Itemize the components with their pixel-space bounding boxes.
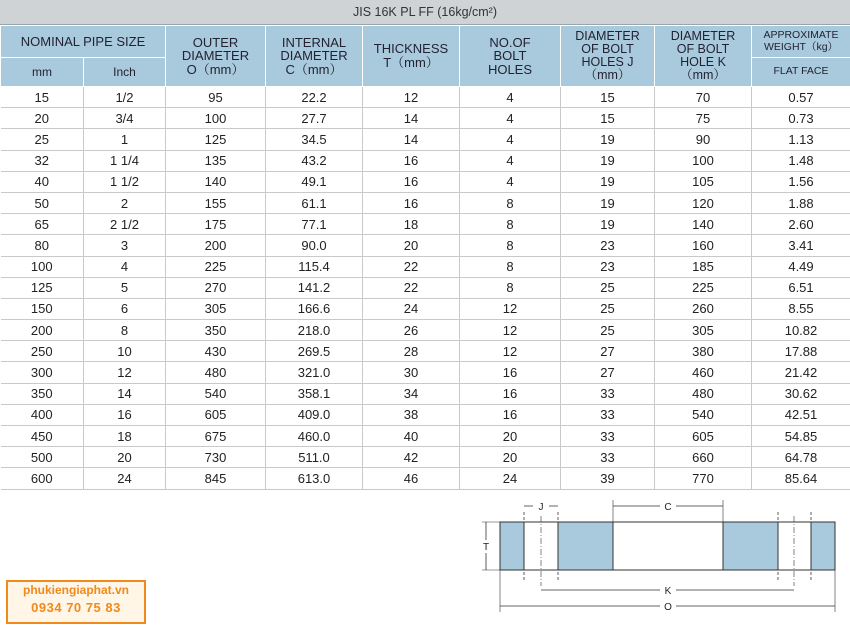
- table-cell: 33: [561, 404, 655, 425]
- table-cell: 33: [561, 447, 655, 468]
- table-cell: 61.1: [266, 192, 363, 213]
- table-cell: 33: [561, 426, 655, 447]
- table-cell: 22: [363, 256, 460, 277]
- table-cell: 540: [655, 404, 752, 425]
- table-cell: 8.55: [752, 298, 850, 319]
- table-cell: 2: [84, 192, 166, 213]
- table-cell: 5: [84, 277, 166, 298]
- table-cell: 1 1/4: [84, 150, 166, 171]
- table-cell: 17.88: [752, 341, 850, 362]
- table-cell: 1 1/2: [84, 171, 166, 192]
- table-cell: 23: [561, 235, 655, 256]
- table-cell: 40: [1, 171, 84, 192]
- table-cell: 1.48: [752, 150, 850, 171]
- table-cell: 23: [561, 256, 655, 277]
- table-row: [1, 171, 850, 192]
- table-cell: 600: [1, 468, 84, 489]
- table-cell: 8: [84, 320, 166, 341]
- table-cell: 42: [363, 447, 460, 468]
- table-cell: 218.0: [266, 320, 363, 341]
- table-row: [1, 87, 850, 108]
- table-body: [1, 87, 850, 490]
- table-cell: 675: [166, 426, 266, 447]
- table-cell: 3.41: [752, 235, 850, 256]
- table-cell: 33: [561, 383, 655, 404]
- table-cell: 8: [460, 256, 561, 277]
- table-cell: 4.49: [752, 256, 850, 277]
- table-cell: 12: [460, 320, 561, 341]
- table-cell: 16: [460, 362, 561, 383]
- table-cell: 27.7: [266, 108, 363, 129]
- table-row: [1, 150, 850, 171]
- table-cell: 3/4: [84, 108, 166, 129]
- table-cell: 15: [561, 87, 655, 108]
- table-cell: 54.85: [752, 426, 850, 447]
- table-cell: 175: [166, 214, 266, 235]
- table-cell: 19: [561, 171, 655, 192]
- table-cell: 321.0: [266, 362, 363, 383]
- company-logo: [6, 580, 146, 624]
- table-cell: 30: [363, 362, 460, 383]
- table-cell: 50: [1, 192, 84, 213]
- table-cell: 18: [84, 426, 166, 447]
- flange-spec-table: [0, 25, 850, 490]
- table-cell: 100: [1, 256, 84, 277]
- flange-cross-section-diagram: [480, 490, 850, 625]
- table-cell: 430: [166, 341, 266, 362]
- table-cell: 16: [363, 192, 460, 213]
- table-cell: 25: [561, 277, 655, 298]
- table-cell: 380: [655, 341, 752, 362]
- table-cell: 4: [460, 87, 561, 108]
- table-cell: 660: [655, 447, 752, 468]
- table-cell: 16: [363, 150, 460, 171]
- table-cell: 30.62: [752, 383, 850, 404]
- table-cell: 2.60: [752, 214, 850, 235]
- table-cell: 24: [460, 468, 561, 489]
- table-cell: 305: [655, 320, 752, 341]
- table-row: [1, 426, 850, 447]
- table-cell: 0.57: [752, 87, 850, 108]
- table-cell: 64.78: [752, 447, 850, 468]
- table-cell: 1/2: [84, 87, 166, 108]
- table-cell: 90: [655, 129, 752, 150]
- table-cell: 185: [655, 256, 752, 277]
- table-cell: 20: [363, 235, 460, 256]
- table-cell: 770: [655, 468, 752, 489]
- table-cell: 270: [166, 277, 266, 298]
- table-cell: 8: [460, 192, 561, 213]
- table-cell: 6.51: [752, 277, 850, 298]
- table-cell: 40: [363, 426, 460, 447]
- table-cell: 225: [166, 256, 266, 277]
- table-row: [1, 277, 850, 298]
- table-cell: 19: [561, 192, 655, 213]
- table-cell: 200: [166, 235, 266, 256]
- table-row: [1, 298, 850, 319]
- table-row: [1, 192, 850, 213]
- table-cell: 15: [561, 108, 655, 129]
- header-inch: Inch: [84, 58, 166, 87]
- table-cell: 8: [460, 214, 561, 235]
- table-cell: 260: [655, 298, 752, 319]
- table-cell: 27: [561, 362, 655, 383]
- table-cell: 20: [460, 426, 561, 447]
- table-cell: 1: [84, 129, 166, 150]
- table-cell: 12: [460, 298, 561, 319]
- table-cell: 95: [166, 87, 266, 108]
- table-cell: 18: [363, 214, 460, 235]
- table-cell: 15: [1, 87, 84, 108]
- table-cell: 350: [166, 320, 266, 341]
- table-cell: 845: [166, 468, 266, 489]
- table-row: [1, 320, 850, 341]
- table-cell: 25: [1, 129, 84, 150]
- flange-segment: [500, 522, 524, 570]
- dimension-c-label: C: [664, 502, 672, 513]
- table-cell: 27: [561, 341, 655, 362]
- table-row: [1, 468, 850, 489]
- table-cell: 115.4: [266, 256, 363, 277]
- table-cell: 65: [1, 214, 84, 235]
- table-cell: 34: [363, 383, 460, 404]
- table-cell: 8: [460, 235, 561, 256]
- table-cell: 0.73: [752, 108, 850, 129]
- table-cell: 4: [460, 129, 561, 150]
- table-row: [1, 447, 850, 468]
- table-row: [1, 383, 850, 404]
- table-cell: 12: [84, 362, 166, 383]
- table-cell: 140: [655, 214, 752, 235]
- table-cell: 38: [363, 404, 460, 425]
- table-cell: 1.56: [752, 171, 850, 192]
- header-bolt-hole-k: DIAMETER OF BOLT HOLE K （mm）: [655, 26, 752, 87]
- flange-segment: [558, 522, 613, 570]
- table-cell: 16: [84, 404, 166, 425]
- table-cell: 39: [561, 468, 655, 489]
- table-cell: 85.64: [752, 468, 850, 489]
- table-cell: 480: [655, 383, 752, 404]
- table-cell: 269.5: [266, 341, 363, 362]
- table-cell: 605: [166, 404, 266, 425]
- table-cell: 150: [1, 298, 84, 319]
- table-cell: 80: [1, 235, 84, 256]
- table-cell: 409.0: [266, 404, 363, 425]
- table-cell: 511.0: [266, 447, 363, 468]
- table-cell: 75: [655, 108, 752, 129]
- table-cell: 19: [561, 150, 655, 171]
- table-row: [1, 404, 850, 425]
- table-cell: 12: [460, 341, 561, 362]
- table-cell: 49.1: [266, 171, 363, 192]
- table-cell: 100: [166, 108, 266, 129]
- header-mm: mm: [1, 58, 84, 87]
- dimension-t-label: T: [482, 542, 490, 553]
- table-cell: 22.2: [266, 87, 363, 108]
- table-row: [1, 108, 850, 129]
- table-cell: 16: [460, 383, 561, 404]
- table-cell: 4: [460, 171, 561, 192]
- logo-phone: 0934 70 75 83: [31, 600, 121, 615]
- table-cell: 21.42: [752, 362, 850, 383]
- table-row: [1, 341, 850, 362]
- table-cell: 6: [84, 298, 166, 319]
- header-nominal-pipe-size: NOMINAL PIPE SIZE: [1, 26, 166, 58]
- table-cell: 125: [166, 129, 266, 150]
- header-approx-weight: APPROXIMATE WEIGHT（kg）: [752, 26, 850, 58]
- table-cell: 32: [1, 150, 84, 171]
- table-cell: 28: [363, 341, 460, 362]
- table-cell: 540: [166, 383, 266, 404]
- table-cell: 70: [655, 87, 752, 108]
- table-row: [1, 214, 850, 235]
- table-cell: 460.0: [266, 426, 363, 447]
- flange-segment: [723, 522, 778, 570]
- table-cell: 14: [84, 383, 166, 404]
- table-cell: 10: [84, 341, 166, 362]
- table-cell: 24: [84, 468, 166, 489]
- table-row: [1, 129, 850, 150]
- table-cell: 200: [1, 320, 84, 341]
- table-title: JIS 16K PL FF (16kg/cm²): [0, 0, 850, 25]
- table-cell: 4: [460, 150, 561, 171]
- table-cell: 10.82: [752, 320, 850, 341]
- table-cell: 100: [655, 150, 752, 171]
- table-cell: 120: [655, 192, 752, 213]
- table-cell: 300: [1, 362, 84, 383]
- table-row: [1, 235, 850, 256]
- table-cell: 3: [84, 235, 166, 256]
- table-cell: 34.5: [266, 129, 363, 150]
- table-cell: 250: [1, 341, 84, 362]
- table-cell: 4: [460, 108, 561, 129]
- table-cell: 350: [1, 383, 84, 404]
- table-cell: 8: [460, 277, 561, 298]
- table-cell: 1.13: [752, 129, 850, 150]
- header-no-of-bolt-holes: NO.OF BOLT HOLES: [460, 26, 561, 87]
- table-cell: 19: [561, 129, 655, 150]
- table-cell: 14: [363, 108, 460, 129]
- table-cell: 480: [166, 362, 266, 383]
- header-internal-diameter: INTERNAL DIAMETER C（mm）: [266, 26, 363, 87]
- table-cell: 450: [1, 426, 84, 447]
- table-cell: 12: [363, 87, 460, 108]
- table-cell: 19: [561, 214, 655, 235]
- table-cell: 166.6: [266, 298, 363, 319]
- table-cell: 25: [561, 298, 655, 319]
- dimension-k-label: K: [664, 586, 672, 597]
- table-cell: 25: [561, 320, 655, 341]
- table-cell: 42.51: [752, 404, 850, 425]
- table-cell: 358.1: [266, 383, 363, 404]
- table-row: [1, 362, 850, 383]
- table-cell: 225: [655, 277, 752, 298]
- table-cell: 155: [166, 192, 266, 213]
- header-outer-diameter: OUTER DIAMETER O（mm）: [166, 26, 266, 87]
- table-cell: 605: [655, 426, 752, 447]
- table-cell: 14: [363, 129, 460, 150]
- table-row: [1, 256, 850, 277]
- header-bolt-holes-j: DIAMETER OF BOLT HOLES J （mm）: [561, 26, 655, 87]
- table-cell: 43.2: [266, 150, 363, 171]
- table-cell: 141.2: [266, 277, 363, 298]
- logo-website: phukiengiaphat.vn: [22, 583, 129, 597]
- table-cell: 2 1/2: [84, 214, 166, 235]
- table-cell: 22: [363, 277, 460, 298]
- table-cell: 16: [460, 404, 561, 425]
- table-cell: 613.0: [266, 468, 363, 489]
- dimension-j-label: J: [538, 502, 544, 513]
- table-cell: 20: [460, 447, 561, 468]
- flange-segment: [811, 522, 835, 570]
- table-cell: 4: [84, 256, 166, 277]
- dimension-o-label: O: [664, 602, 672, 613]
- table-cell: 460: [655, 362, 752, 383]
- header-thickness: THICKNESS T（mm）: [363, 26, 460, 87]
- table-cell: 135: [166, 150, 266, 171]
- table-cell: 400: [1, 404, 84, 425]
- table-cell: 20: [1, 108, 84, 129]
- table-cell: 26: [363, 320, 460, 341]
- table-cell: 20: [84, 447, 166, 468]
- table-cell: 500: [1, 447, 84, 468]
- table-cell: 77.1: [266, 214, 363, 235]
- table-cell: 105: [655, 171, 752, 192]
- table-cell: 1.88: [752, 192, 850, 213]
- table-cell: 305: [166, 298, 266, 319]
- table-cell: 24: [363, 298, 460, 319]
- table-cell: 160: [655, 235, 752, 256]
- table-cell: 46: [363, 468, 460, 489]
- table-cell: 125: [1, 277, 84, 298]
- table-cell: 16: [363, 171, 460, 192]
- table-cell: 730: [166, 447, 266, 468]
- table-cell: 140: [166, 171, 266, 192]
- table-cell: 90.0: [266, 235, 363, 256]
- header-flat-face: FLAT FACE: [752, 58, 850, 87]
